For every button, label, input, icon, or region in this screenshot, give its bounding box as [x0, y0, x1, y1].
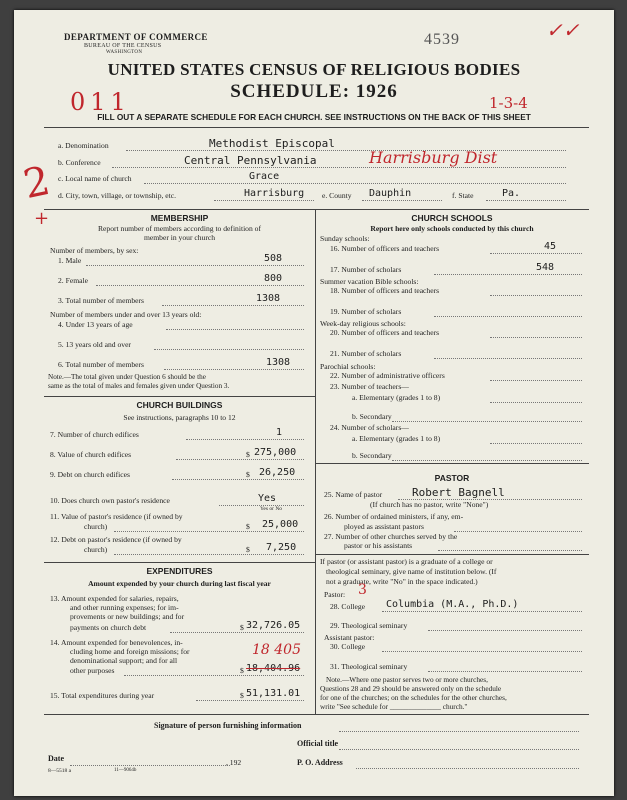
- total-6-value: 1308: [266, 357, 291, 368]
- q29-line: [428, 630, 582, 631]
- q26-line: [454, 531, 582, 532]
- schools-bottom-rule: [315, 463, 589, 464]
- church-name-label: c. Local name of church: [58, 174, 132, 183]
- q23a-line: [490, 402, 582, 403]
- column-divider: [315, 209, 316, 714]
- q14-line-4: other purposes: [70, 666, 115, 675]
- q10-label: 10. Does church own pastor's residence: [50, 496, 170, 505]
- conference-line: [112, 167, 566, 168]
- over-13-label: 5. 13 years old and over: [58, 340, 131, 349]
- q13-value: 32,726.05: [246, 620, 301, 631]
- conference-note: Harrisburg Dist: [369, 148, 498, 167]
- margin-mark: 2: [19, 157, 54, 209]
- q13-line-2: and other running expenses; for im-: [70, 603, 179, 612]
- total-6-label: 6. Total number of members: [58, 360, 145, 369]
- pastor-heading: PASTOR: [434, 473, 470, 483]
- female-label: 2. Female: [58, 276, 88, 285]
- expenditures-heading: EXPENDITURES: [146, 566, 213, 576]
- membership-heading: MEMBERSHIP: [150, 213, 209, 223]
- q9-line: [172, 479, 304, 480]
- q12-label-2: church): [84, 545, 108, 554]
- under-13-label: 4. Under 13 years of age: [58, 320, 133, 329]
- pastor-note-4: write "See schedule for ______________ church.": [320, 702, 468, 711]
- q7-value: 1: [276, 427, 283, 438]
- schedule-title: SCHEDULE: 1926: [230, 81, 398, 102]
- state-label: f. State: [452, 191, 474, 200]
- grad-note-1: If pastor (or assistant pastor) is a graduate of a college or: [320, 557, 493, 566]
- pastor-note-1: Note.—Where one pastor serves two or more churches,: [326, 675, 488, 684]
- q30-line: [382, 651, 582, 652]
- denomination-label: a. Denomination: [58, 141, 109, 150]
- q7-line: [186, 439, 304, 440]
- pastor-note-3: for one of the churches; on the schedules for the other churches,: [320, 693, 507, 702]
- state-value: Pa.: [502, 188, 521, 199]
- conference-label: b. Conference: [58, 158, 101, 167]
- q12-label-1: 12. Debt on pastor's residence (if owned by: [50, 535, 182, 544]
- q19-line: [434, 316, 582, 317]
- po-address-line: [356, 768, 579, 769]
- q16-label: 16. Number of officers and teachers: [330, 244, 440, 253]
- year-label: , 192: [226, 758, 242, 767]
- q31-label: 31. Theological seminary: [330, 662, 408, 671]
- buildings-heading: CHURCH BUILDINGS: [136, 400, 223, 410]
- membership-intro-1: Report number of members according to definition of: [97, 224, 261, 233]
- summer-schools-label: Summer vacation Bible schools:: [320, 277, 419, 286]
- po-address-label: P. O. Address: [297, 758, 343, 767]
- membership-bottom-rule: [44, 396, 315, 397]
- q11-label-2: church): [84, 522, 108, 531]
- section-rule-bottom: [44, 714, 589, 715]
- q8-label: 8. Value of church edifices: [50, 450, 132, 459]
- q14-value: 18,404.96: [246, 663, 301, 674]
- handwritten-number: 011: [70, 88, 131, 116]
- q14-dollar: $: [240, 666, 244, 675]
- instructions-line: FILL OUT A SEPARATE SCHEDULE FOR EACH CHURCH. SEE INSTRUCTIONS ON THE BACK OF THIS SHEET: [97, 112, 531, 122]
- under-over-label: Number of members under and over 13 years old:: [50, 310, 202, 319]
- male-line: [86, 265, 304, 266]
- q25-label: 25. Name of pastor: [324, 490, 383, 499]
- q28-label: 28. College: [330, 602, 366, 611]
- section-rule-top: [44, 209, 589, 210]
- county-label: e. County: [322, 191, 352, 200]
- city-town-label: d. City, town, village, or township, etc.: [58, 191, 177, 200]
- total-members-line: [162, 305, 304, 306]
- sunday-schools-label: Sunday schools:: [320, 234, 370, 243]
- state-line: [486, 200, 566, 201]
- q9-label: 9. Debt on church edifices: [50, 470, 130, 479]
- q14-line-2: cluding home and foreign missions; for: [70, 647, 190, 656]
- q23b-label: b. Secondary: [352, 412, 392, 421]
- conference-value: Central Pennsylvania: [184, 154, 317, 167]
- census-schedule-sheet: [14, 10, 614, 796]
- male-value: 508: [264, 253, 283, 264]
- q13-line-4: payments on church debt: [70, 623, 147, 632]
- official-title-line: [339, 749, 579, 750]
- q15-dots: [196, 700, 304, 701]
- q17-label: 17. Number of scholars: [330, 265, 402, 274]
- county-value: Dauphin: [369, 188, 412, 199]
- q13-dollar: $: [240, 623, 244, 632]
- schools-intro: Report here only schools conducted by this church: [370, 224, 534, 233]
- buildings-bottom-rule: [44, 562, 315, 563]
- q14-correction: 18 405: [252, 642, 301, 658]
- signature-line: [339, 731, 579, 732]
- q18-line: [490, 295, 582, 296]
- q13-dots: [170, 632, 304, 633]
- q11-line: [114, 531, 304, 532]
- q23b-line: [392, 421, 582, 422]
- county-line: [362, 200, 442, 201]
- q29-label: 29. Theological seminary: [330, 621, 408, 630]
- q16-line: [490, 253, 582, 254]
- q17-line: [434, 274, 582, 275]
- q24a-label: a. Elementary (grades 1 to 8): [352, 434, 441, 443]
- form-code: 8—5518 a: [48, 768, 72, 774]
- q28-line: [382, 611, 582, 612]
- female-line: [96, 285, 304, 286]
- q14-line-1: 14. Amount expended for benevolences, in-: [50, 638, 183, 647]
- city-town-line: [214, 200, 314, 201]
- q23-label: 23. Number of teachers—: [330, 382, 409, 391]
- q21-label: 21. Number of scholars: [330, 349, 402, 358]
- q23a-label: a. Elementary (grades 1 to 8): [352, 393, 441, 402]
- q26-label-1: 26. Number of ordained ministers, if any, em-: [324, 512, 464, 521]
- assistant-subhead: Assistant pastor:: [324, 633, 375, 642]
- q27-label-1: 27. Number of other churches served by the: [324, 532, 458, 541]
- q7-label: 7. Number of church edifices: [50, 430, 139, 439]
- q30-label: 30. College: [330, 642, 366, 651]
- q8-value: 275,000: [254, 447, 297, 458]
- pastor-subhead: Pastor:: [324, 590, 346, 599]
- q24b-label: b. Secondary: [352, 451, 392, 460]
- print-code: 11—9064b: [114, 768, 137, 773]
- q9-value: 26,250: [259, 467, 296, 478]
- q28-value: Columbia (M.A., Ph.D.): [386, 599, 519, 610]
- margin-cross: +: [34, 208, 50, 229]
- signature-label: Signature of person furnishing information: [154, 721, 302, 730]
- q19-label: 19. Number of scholars: [330, 307, 402, 316]
- q8-line: [176, 459, 304, 460]
- q11-value: 25,000: [262, 519, 299, 530]
- q26-label-2: ployed as assistant pastors: [344, 522, 424, 531]
- buildings-intro: See instructions, paragraphs 10 to 12: [123, 413, 236, 422]
- q13-line-3: provements or new buildings; and for: [70, 612, 185, 621]
- city-label: WASHINGTON: [106, 50, 143, 55]
- q20-line: [490, 337, 582, 338]
- q12-value: 7,250: [266, 542, 297, 553]
- q27-label-2: pastor or his assistants: [344, 541, 413, 550]
- q24b-line: [392, 460, 582, 461]
- q10-value: Yes: [258, 493, 277, 504]
- q25-value: Robert Bagnell: [412, 486, 505, 499]
- denomination-line: [126, 150, 566, 151]
- q15-label: 15. Total expenditures during year: [50, 691, 155, 700]
- handwritten-date: 1-3-4: [489, 94, 528, 112]
- pastor-divider: [315, 554, 589, 555]
- over-13-line: [154, 349, 304, 350]
- q14-dots: [124, 675, 304, 676]
- q8-dollar: $: [246, 450, 250, 459]
- q11-label-1: 11. Value of pastor's residence (if owned by: [50, 512, 183, 521]
- q14-line-3: denominational support; and for all: [70, 656, 178, 665]
- membership-intro-2: member in your church: [143, 233, 216, 242]
- q22-label: 22. Number of administrative officers: [330, 371, 445, 380]
- stamp-number: 4539: [424, 31, 460, 48]
- q21-line: [434, 358, 582, 359]
- female-value: 800: [264, 273, 283, 284]
- total-members-label: 3. Total number of members: [58, 296, 145, 305]
- membership-note-2: same as the total of males and females given under Question 3.: [48, 382, 230, 390]
- under-13-line: [166, 329, 304, 330]
- department-label: DEPARTMENT OF COMMERCE: [64, 32, 208, 42]
- q15-value: 51,131.01: [246, 688, 301, 699]
- q11-dollar: $: [246, 522, 250, 531]
- total-6-line: [164, 369, 304, 370]
- header-rule: [44, 127, 589, 128]
- q31-line: [428, 671, 582, 672]
- q17-value: 548: [536, 262, 555, 273]
- q24a-line: [490, 443, 582, 444]
- q13-line-1: 13. Amount expended for salaries, repairs,: [50, 594, 179, 603]
- denomination-value: Methodist Episcopal: [209, 137, 335, 150]
- pastor-mark: 3: [358, 582, 367, 598]
- total-members-value: 1308: [256, 293, 281, 304]
- yes-or-no-hint: Yes or No: [260, 506, 283, 512]
- q16-value: 45: [544, 241, 557, 252]
- grad-note-2: theological seminary, give name of institution below. (If: [326, 567, 497, 576]
- q24-label: 24. Number of scholars—: [330, 423, 409, 432]
- expenditures-intro: Amount expended by your church during last fiscal year: [88, 579, 271, 588]
- official-title-label: Official title: [297, 739, 339, 748]
- q12-dollar: $: [246, 545, 250, 554]
- q18-label: 18. Number of officers and teachers: [330, 286, 440, 295]
- q9-dollar: $: [246, 470, 250, 479]
- q20-label: 20. Number of officers and teachers: [330, 328, 440, 337]
- date-label: Date: [48, 754, 64, 763]
- schools-heading: CHURCH SCHOOLS: [411, 213, 493, 223]
- city-town-value: Harrisburg: [244, 188, 305, 199]
- q15-dollar: $: [240, 691, 244, 700]
- q22-line: [490, 380, 582, 381]
- q27-line: [438, 550, 582, 551]
- church-name-line: [144, 183, 566, 184]
- church-name-value: Grace: [249, 171, 280, 182]
- form-title: UNITED STATES CENSUS OF RELIGIOUS BODIES: [107, 60, 521, 79]
- bureau-label: BUREAU OF THE CENSUS: [84, 43, 162, 49]
- q25-note: (If church has no pastor, write "None"): [370, 500, 489, 509]
- weekday-schools-label: Week-day religious schools:: [320, 319, 406, 328]
- q12-line: [114, 554, 304, 555]
- date-line: [70, 765, 230, 766]
- male-label: 1. Male: [58, 256, 82, 265]
- pastor-note-2: Questions 28 and 29 should be answered only on the schedule: [320, 684, 502, 693]
- check-marks: ✓✓: [546, 18, 580, 42]
- grad-note-3: not a graduate, write "No" in the space indicated.): [326, 577, 478, 586]
- membership-note-1: Note.—The total given under Question 6 should be the: [48, 373, 206, 381]
- parochial-schools-label: Parochial schools:: [320, 362, 376, 371]
- members-by-sex-label: Number of members, by sex:: [50, 246, 139, 255]
